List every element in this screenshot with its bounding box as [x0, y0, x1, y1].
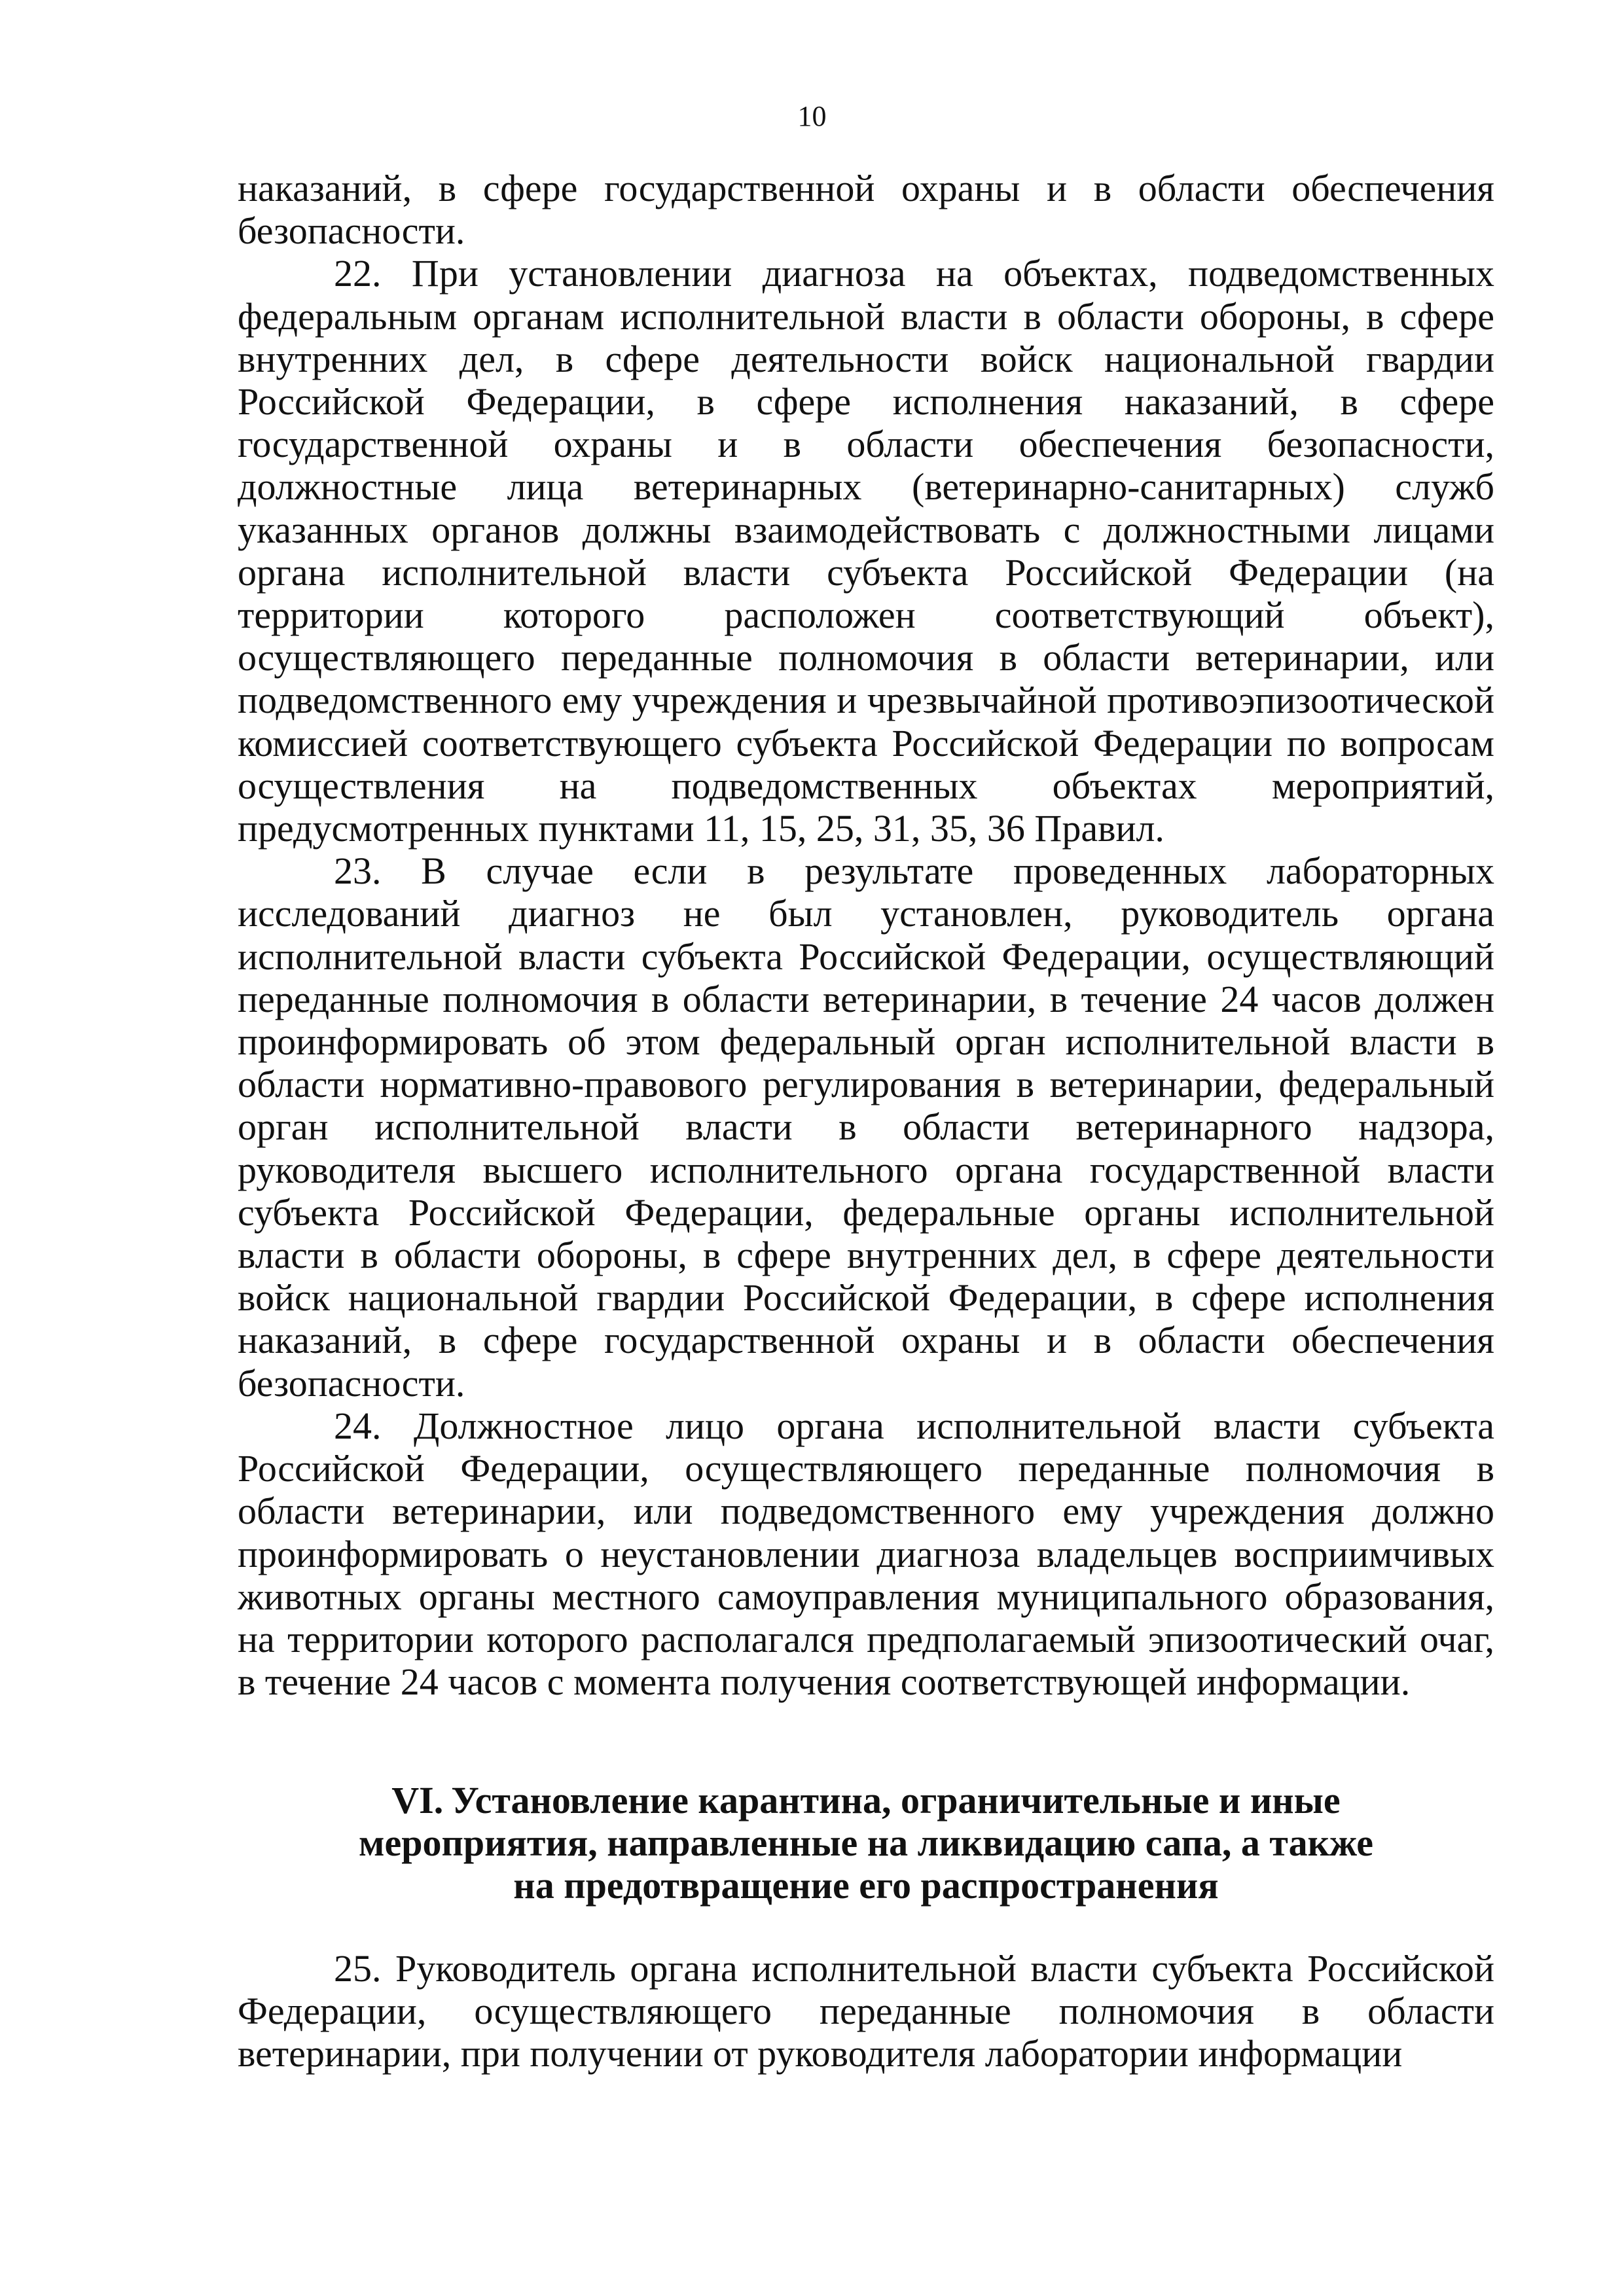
section-number: VI. — [391, 1779, 444, 1821]
paragraph-25: 25. Руководитель органа исполнительной власти субъекта Российской Федерации, осуществляющего переданные полномочия в области ветеринарии, при получении от руководителя лаборатории информации — [238, 1947, 1494, 2075]
paragraph-23: 23. В случае если в результате проведенных лабораторных исследований диагноз не был установлен, руководитель органа исполнительной власти субъекта Российской Федерации, осуществляющий переданные полномочия в области ветеринарии, в течение 24 часов должен проинформировать об этом федеральный орган исполнительной власти в области нормативно-правового регулирования в ветеринарии, федеральный орган исполнительной власти в области ветеринарного надзора, руководителя высшего исполнительного органа государственной власти субъекта Российской Федерации, федеральные органы исполнительной власти в области обороны, в сфере внутренних дел, в сфере деятельности войск национальной гвардии Российской Федерации, в сфере исполнения наказаний, в сфере государственной охраны и в области обеспечения безопасности. — [238, 850, 1494, 1405]
section-heading-line-1 — [238, 1779, 1494, 1821]
paragraph-24: 24. Должностное лицо органа исполнительной власти субъекта Российской Федерации, осуществляющего переданные полномочия в области ветеринарии, или подведомственного ему учреждения должно проинформировать о неустановлении диагноза владельцев восприимчивых животных органы местного самоуправления муниципального образования, на территории которого располагался предполагаемый эпизоотический очаг, в течение 24 часов с момента получения соответствующей информации. — [238, 1404, 1494, 1704]
section-heading-line-3: на предотвращение его распространения — [513, 1864, 1219, 1907]
section-heading — [238, 1779, 1494, 1907]
body-text-bottom — [238, 1947, 1494, 2075]
page-number: 10 — [797, 100, 827, 132]
paragraph-continuation: наказаний, в сфере государственной охраны и в области обеспечения безопасности. — [238, 167, 1494, 253]
body-text-top — [238, 167, 1494, 1703]
paragraph-22: 22. При установлении диагноза на объектах, подведомственных федеральным органам исполнительной власти в области обороны, в сфере внутренних дел, в сфере деятельности войск национальной гвардии Российской Федерации, в сфере исполнения наказаний, в сфере государственной охраны и в области обеспечения безопасности, должностные лица ветеринарных (ветеринарно-санитарных) служб указанных органов должны взаимодействовать с должностными лицами органа исполнительной власти субъекта Российской Федерации (на территории которого расположен соответствующий объект), осуществляющего переданные полномочия в области ветеринарии, или подведомственного ему учреждения и чрезвычайной противоэпизоотической комиссией соответствующего субъекта Российской Федерации по вопросам осуществления на подведомственных объектах мероприятий, предусмотренных пунктами 11, 15, 25, 31, 35, 36 Правил. — [238, 252, 1494, 850]
section-title-part-1: Установление карантина, ограничительные и иные — [451, 1779, 1341, 1821]
section-heading-line-2: мероприятия, направленные на ликвидацию сапа, а также — [358, 1821, 1374, 1864]
